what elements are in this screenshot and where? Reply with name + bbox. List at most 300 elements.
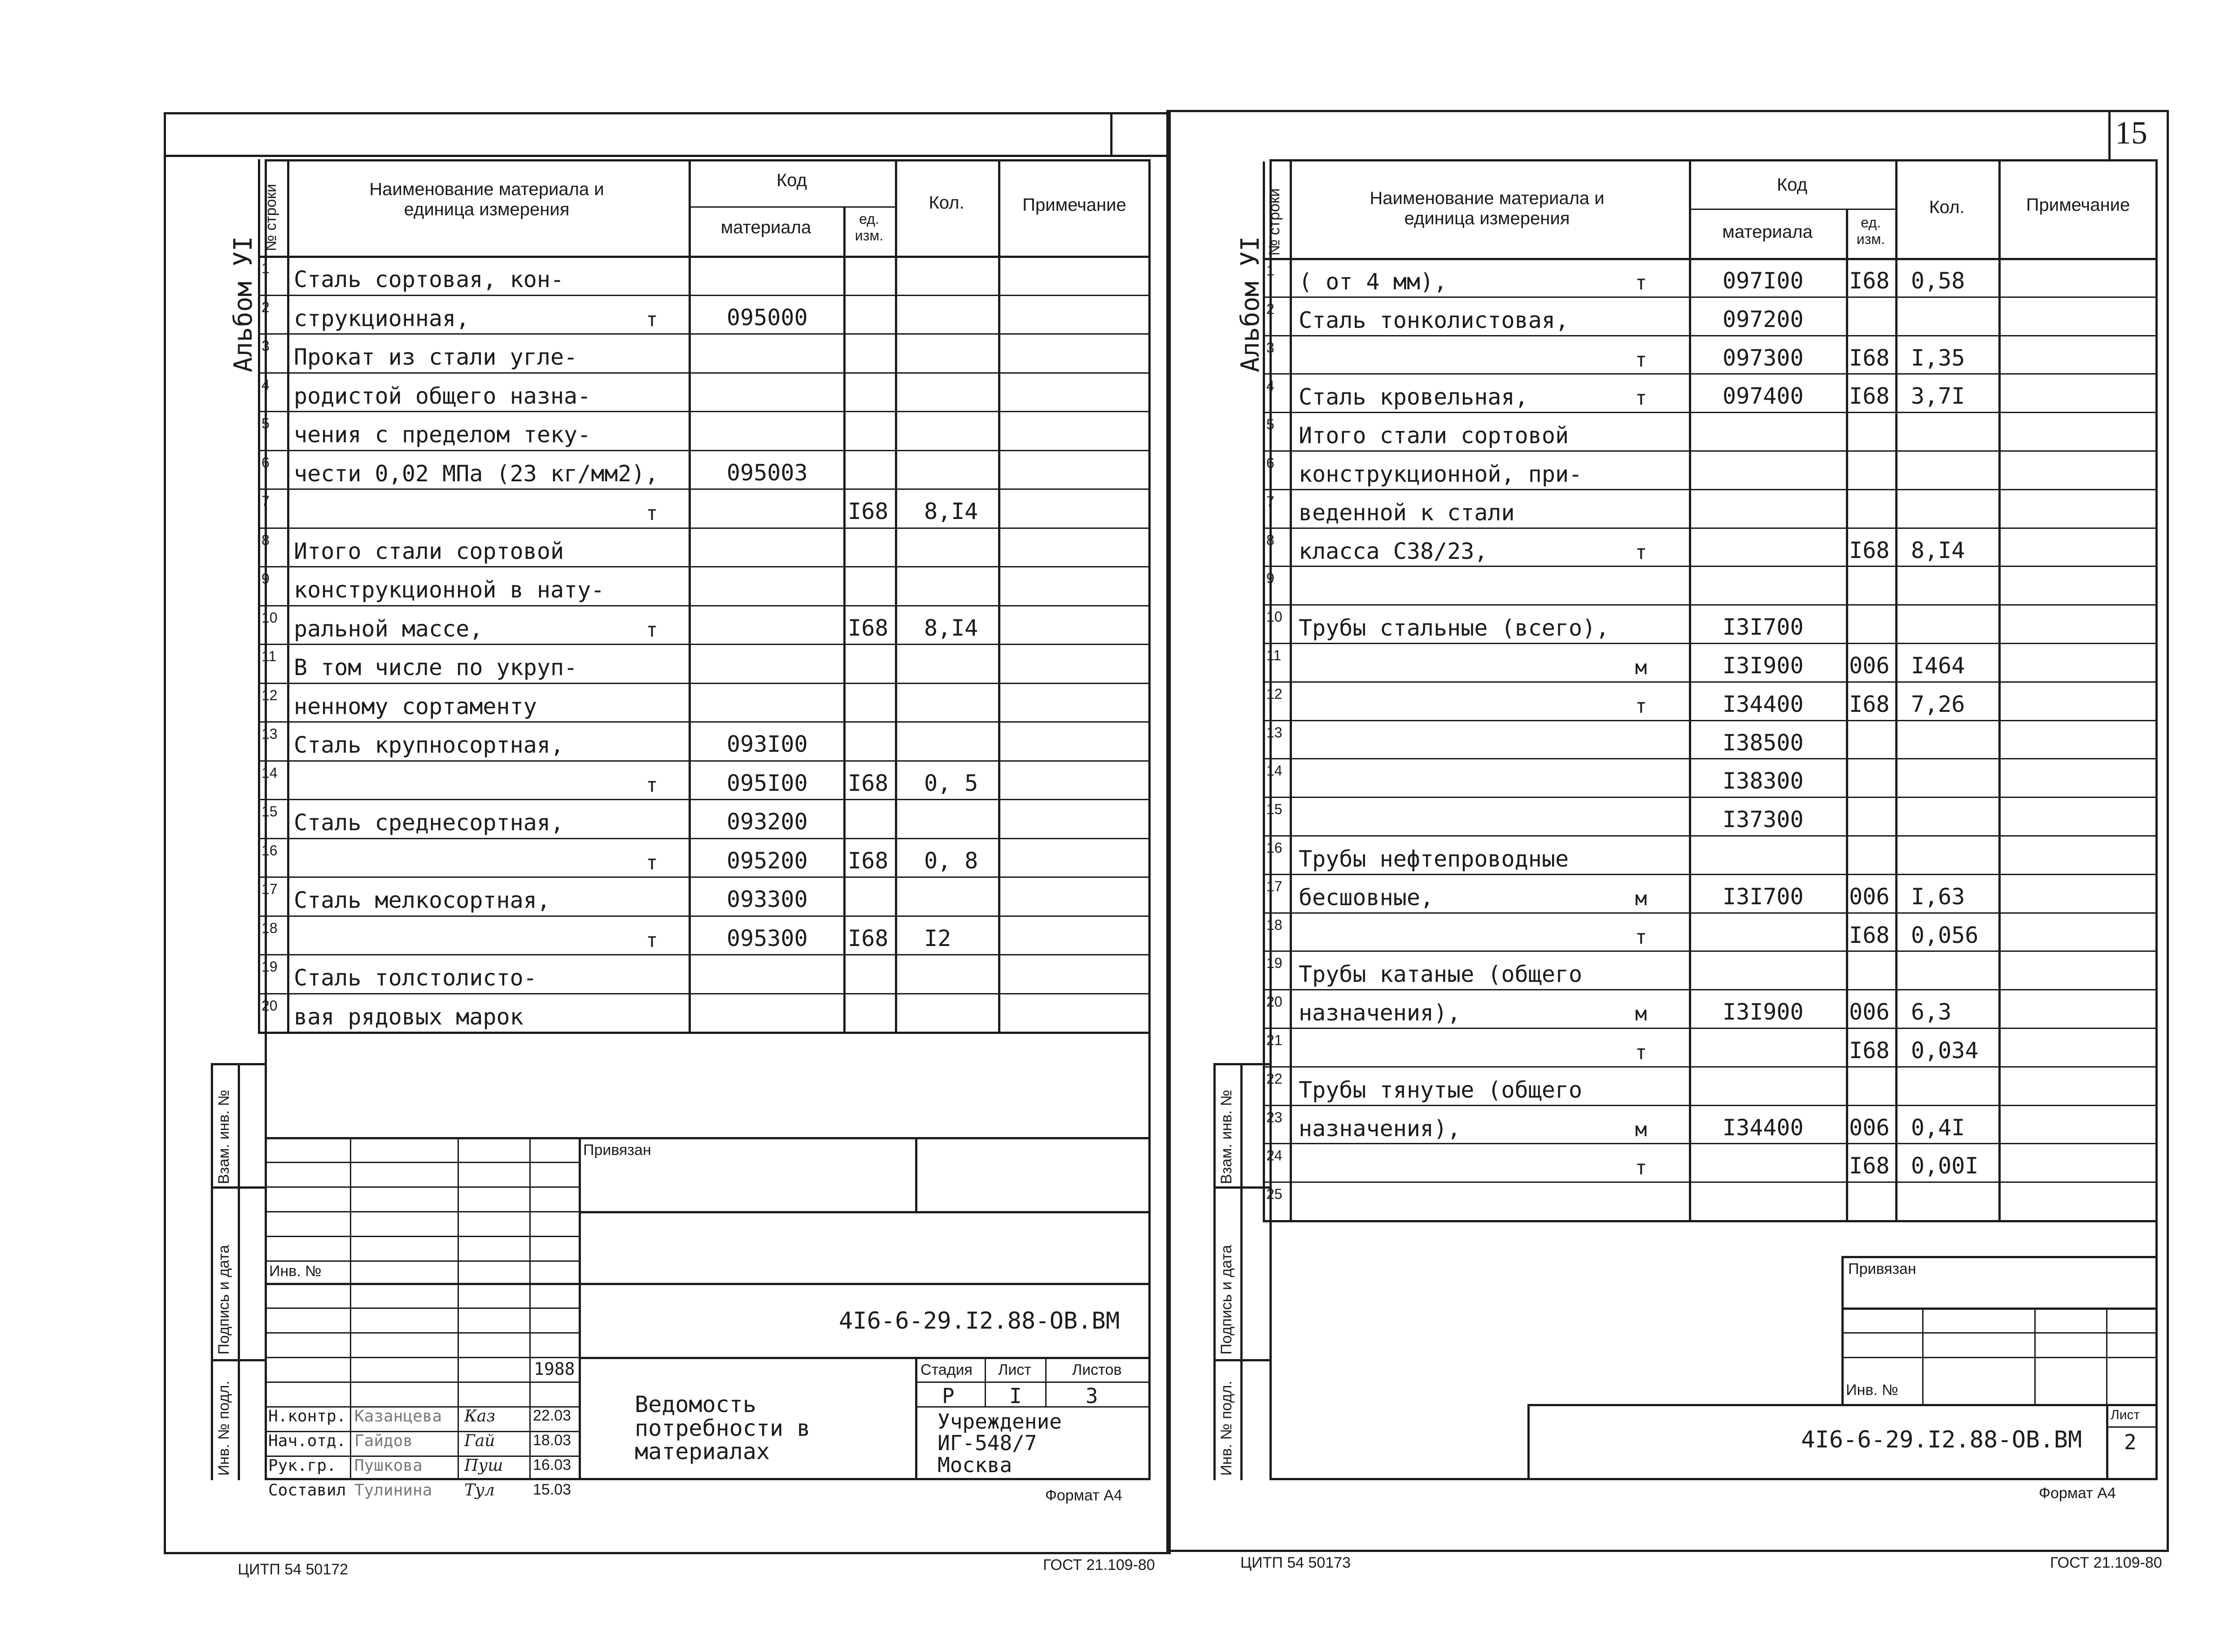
right-note-header: Примечание (2026, 195, 2130, 215)
row-name: класса С38/23, (1299, 538, 1488, 564)
right-rownum-header: № строки (1266, 188, 1283, 256)
stamp-date: 15.03 (533, 1481, 571, 1498)
right-name-header: Наименование материала и единица измерения (1370, 188, 1605, 228)
left-side-label-vzam: Взам. инв. № (215, 1090, 232, 1184)
row-unit: т (646, 618, 658, 641)
row-number: 12 (262, 687, 278, 703)
row-number: 20 (262, 997, 278, 1014)
right-col-note (1998, 161, 2001, 1220)
row-number: 16 (262, 842, 278, 859)
row-number: 14 (262, 764, 278, 781)
right-privyazan-c2 (2034, 1308, 2036, 1404)
right-col-unitcode (1846, 209, 1848, 1220)
right-row-line (1263, 1181, 2158, 1183)
row-unit: т (1635, 694, 1647, 718)
row-unitcode: I68 (1849, 922, 1890, 948)
row-name: бесшовные, (1299, 884, 1434, 911)
right-row-line (1263, 797, 2158, 798)
right-row-line (1263, 1220, 2158, 1221)
row-code: I3I900 (1723, 653, 1804, 679)
row-number: 18 (1266, 916, 1282, 933)
left-stamp-line4 (579, 1357, 1151, 1359)
right-code-header: Код (1776, 175, 1807, 195)
row-number: 1 (262, 260, 270, 276)
row-number: 10 (262, 609, 278, 626)
right-row-line (1263, 1143, 2158, 1144)
left-side-strip-outer (211, 1063, 213, 1480)
left-row-line (258, 915, 1151, 917)
row-name: Итого стали сортовой (294, 538, 564, 564)
right-row-line (1263, 604, 2158, 606)
right-row-line (1263, 643, 2158, 644)
row-unit: т (646, 773, 658, 797)
right-row-line (1263, 912, 2158, 914)
left-code-header: Код (776, 170, 807, 190)
left-material-header: материала (720, 218, 811, 237)
row-number: 14 (1266, 763, 1282, 779)
row-code: I37300 (1723, 806, 1804, 833)
right-side-strip-top (1213, 1063, 1269, 1065)
right-row-line (1263, 373, 2158, 375)
row-unitcode: I68 (1849, 268, 1890, 294)
right-album-label: Альбом УI (1236, 236, 1265, 372)
row-unitcode: 006 (1849, 1114, 1890, 1141)
row-name: вая рядовых марок (294, 1003, 523, 1030)
left-row-line (258, 644, 1151, 645)
row-number: 8 (1266, 532, 1274, 548)
row-name: В том числе по укруп- (294, 654, 578, 680)
left-stamp-line3 (265, 1283, 1151, 1285)
right-row-line (1263, 720, 2158, 721)
left-row-line (258, 411, 1151, 412)
right-row-line (1263, 566, 2158, 567)
stamp-signature: Пуш (464, 1456, 503, 1475)
row-unit: м (1635, 1003, 1647, 1026)
row-number: 16 (1266, 840, 1282, 856)
row-unit: т (646, 851, 658, 874)
row-number: 10 (1266, 609, 1282, 625)
row-name: Сталь толстолисто- (294, 965, 537, 991)
right-title-left (1527, 1404, 1530, 1480)
row-code: I3I700 (1723, 614, 1804, 641)
left-qty-header: Кол. (929, 193, 964, 213)
left-col-qty (895, 159, 897, 1032)
stamp-date: 22.03 (533, 1407, 571, 1424)
right-row-line (1263, 681, 2158, 683)
left-row-line (258, 450, 1151, 451)
left-privyazan-label: Привязан (583, 1142, 651, 1159)
row-unit: м (1635, 1118, 1647, 1141)
left-note-header: Примечание (1022, 195, 1126, 215)
right-col-code (1689, 161, 1691, 1220)
row-code: 095003 (727, 459, 808, 486)
left-stamp-vdiv1 (579, 1137, 581, 1480)
row-number: 2 (262, 299, 270, 315)
left-unit-header: ед. изм. (855, 211, 884, 244)
row-unit: т (1635, 925, 1647, 949)
right-privyazan-label: Привязан (1848, 1260, 1916, 1277)
right-privyazan-c1 (1922, 1308, 1924, 1404)
left-album-label: Альбом УI (229, 236, 258, 372)
row-unitcode: I68 (848, 498, 889, 524)
right-page-number: 15 (2115, 115, 2147, 151)
row-number: 13 (262, 726, 278, 742)
row-code: 095200 (727, 847, 808, 874)
left-sheet-value: I (1009, 1384, 1022, 1408)
row-number: 11 (262, 648, 277, 664)
row-number: 15 (262, 803, 278, 819)
row-name: Сталь мелкосортная, (294, 887, 550, 913)
stamp-grid-line (265, 1308, 579, 1309)
row-name: родистой общего назна- (294, 383, 591, 409)
row-code: 095I00 (727, 770, 808, 796)
stamp-name: Гайдов (354, 1432, 413, 1450)
row-qty: I,35 (1911, 344, 1965, 371)
left-row-line (258, 333, 1151, 335)
row-qty: 0,4I (1911, 1114, 1965, 1141)
row-unit: т (1635, 1041, 1647, 1064)
stamp-role: Нач.отд. (268, 1432, 346, 1450)
stamp-role: Составил (268, 1481, 346, 1499)
row-name: Трубы стальные (всего), (1299, 615, 1610, 641)
row-unitcode: I68 (848, 770, 889, 796)
left-col-name (287, 159, 289, 1032)
left-footer-right: ГОСТ 21.109-80 (1043, 1556, 1155, 1574)
row-number: 7 (262, 493, 270, 509)
row-qty: I464 (1911, 653, 1965, 679)
row-name: чести 0,02 МПа (23 кг/мм2), (294, 460, 659, 487)
left-sheets-value: 3 (1086, 1384, 1098, 1408)
left-stage-value: Р (942, 1384, 955, 1408)
right-unit-header: ед. изм. (1856, 214, 1885, 247)
row-code: I3I900 (1723, 999, 1804, 1025)
row-qty: I,63 (1911, 883, 1965, 910)
left-row-line (258, 527, 1151, 529)
left-side-strip-div2 (211, 1359, 265, 1361)
row-unitcode: 006 (1849, 653, 1890, 679)
row-qty: 0, 5 (924, 770, 978, 796)
row-number: 8 (262, 532, 270, 548)
left-top-strip-divider (1110, 112, 1112, 157)
left-org: Учреждение ИГ-548/7 Москва (938, 1409, 1062, 1477)
row-code: I34400 (1723, 691, 1804, 717)
row-name: назначения), (1299, 1115, 1461, 1142)
row-unit: т (646, 928, 658, 952)
left-row-line (258, 760, 1151, 762)
stamp-grid-line (265, 1332, 579, 1334)
left-row-line (258, 799, 1151, 800)
right-inv-no-label: Инв. № (1846, 1382, 1898, 1399)
left-row-line (258, 372, 1151, 374)
row-number: 7 (1266, 493, 1274, 510)
row-name: назначения), (1299, 1000, 1461, 1026)
stamp-grid-line (265, 1236, 579, 1237)
row-name: чения с пределом теку- (294, 422, 591, 448)
right-qty-header: Кол. (1929, 197, 1965, 217)
row-qty: 0,00I (1911, 1153, 1979, 1179)
left-format: Формат А4 (1045, 1487, 1122, 1504)
row-number: 1 (1266, 262, 1274, 279)
left-rownum-header: № строки (262, 183, 279, 251)
left-side-strip-div1 (211, 1186, 265, 1189)
left-stamp-vdiv4 (985, 1357, 986, 1406)
right-row-line (1263, 412, 2158, 413)
right-header-bottom (1263, 258, 2158, 260)
row-number: 4 (262, 376, 270, 393)
left-col-unitcode (843, 206, 846, 1032)
row-number: 6 (1266, 455, 1274, 471)
stamp-grid-line (265, 1260, 579, 1262)
left-header-bottom (258, 256, 1151, 258)
right-sheet-label: Лист (2111, 1408, 2140, 1422)
stamp-name: Пушкова (354, 1456, 423, 1475)
right-side-strip-div1 (1213, 1186, 1269, 1189)
row-qty: 8,I4 (924, 498, 978, 524)
row-name: Сталь сортовая, кон- (294, 266, 564, 292)
left-row-line (258, 295, 1151, 296)
left-side-strip-top (211, 1063, 265, 1065)
stamp-role: Рук.гр. (268, 1456, 336, 1475)
right-row-line (1263, 1066, 2158, 1068)
right-row-line (1263, 989, 2158, 990)
left-stamp-line1 (265, 1137, 1151, 1139)
right-row-line (1263, 950, 2158, 952)
left-stamp-vdiv2 (915, 1137, 917, 1211)
left-row-line (258, 993, 1151, 994)
left-row-line (258, 876, 1151, 878)
row-number: 11 (1266, 647, 1282, 663)
row-number: 2 (1266, 301, 1274, 317)
row-code: 093300 (727, 886, 808, 912)
left-stamp-line5 (915, 1382, 1151, 1383)
row-unitcode: I68 (848, 615, 889, 641)
row-unit: т (1635, 271, 1647, 294)
left-row-line (258, 488, 1151, 490)
left-col-code (689, 159, 691, 1032)
row-name: Сталь крупносортная, (294, 732, 564, 758)
right-footer-right: ГОСТ 21.109-80 (2050, 1554, 2162, 1571)
right-footer-left: ЦИТП 54 50173 (1240, 1554, 1351, 1571)
row-number: 21 (1266, 1032, 1282, 1048)
row-qty: 7,26 (1911, 691, 1965, 717)
left-stage-label: Стадия (920, 1361, 973, 1378)
row-unit: т (646, 502, 658, 525)
row-number: 25 (1266, 1186, 1282, 1203)
row-number: 5 (1266, 416, 1274, 433)
left-stamp-vdiv3 (915, 1357, 917, 1480)
right-privyazan-c3 (2106, 1308, 2107, 1404)
stamp-role: Н.контр. (268, 1407, 346, 1425)
row-unitcode: I68 (1849, 383, 1890, 410)
right-side-strip-outer (1213, 1063, 1216, 1480)
stamp-signature: Тул (464, 1481, 495, 1499)
right-side-label-podpis: Подпись и дата (1218, 1245, 1235, 1355)
row-name: Итого стали сортовой (1299, 423, 1569, 449)
left-stamp-vdiv5 (1045, 1357, 1047, 1406)
right-inner-frame (1269, 159, 2158, 1480)
row-name: струкционная, (294, 305, 470, 331)
right-row-line (1263, 1028, 2158, 1029)
row-number: 19 (1266, 955, 1282, 972)
row-qty: 3,7I (1911, 383, 1965, 410)
right-row-line (1263, 527, 2158, 529)
row-number: 5 (262, 415, 270, 432)
row-unitcode: I68 (1849, 1037, 1890, 1064)
right-col-qty (1895, 161, 1897, 1220)
row-unit: т (1635, 387, 1647, 410)
right-side-label-vzam: Взам. инв. № (1218, 1090, 1235, 1184)
row-code: 093200 (727, 809, 808, 835)
row-number: 23 (1266, 1109, 1282, 1125)
row-name: Прокат из стали угле- (294, 344, 578, 370)
row-unitcode: 006 (1849, 883, 1890, 910)
row-number: 3 (1266, 339, 1274, 356)
left-sheet-label: Лист (998, 1361, 1031, 1378)
row-code: 093I00 (727, 731, 808, 757)
row-number: 22 (1266, 1070, 1282, 1087)
row-code: 095300 (727, 925, 808, 951)
row-unit: т (1635, 348, 1647, 371)
right-privyazan-mid (1841, 1308, 2158, 1310)
row-number: 20 (1266, 994, 1282, 1010)
right-row-line (1263, 835, 2158, 837)
row-name: Сталь среднесортная, (294, 810, 564, 836)
left-row-line (258, 605, 1151, 606)
right-privyazan-left (1841, 1256, 1844, 1404)
row-number: 3 (262, 338, 270, 354)
stamp-signature: Каз (464, 1407, 495, 1425)
row-number: 12 (1266, 685, 1282, 702)
row-unitcode: I68 (1849, 691, 1890, 717)
row-code: 095000 (727, 304, 808, 331)
left-stamp-line2 (579, 1211, 1151, 1213)
stamp-date: 18.03 (533, 1432, 571, 1449)
row-name: Трубы тянутые (общего (1299, 1077, 1583, 1103)
row-unit: м (1635, 887, 1647, 910)
left-doc-title: Ведомость потребности в материалах (635, 1391, 811, 1465)
right-material-header: материала (1722, 222, 1813, 242)
row-name: Сталь тонколистовая, (1299, 307, 1569, 333)
right-sheet-value: 2 (2124, 1430, 2137, 1454)
right-side-strip-inner (1240, 1063, 1243, 1480)
row-qty: 0,056 (1911, 922, 1979, 948)
left-inv-no-label: Инв. № (269, 1263, 322, 1280)
row-code: I3I700 (1723, 883, 1804, 910)
right-privyazan-top (1841, 1256, 2158, 1258)
right-side-label-invpodl: Инв. № подл. (1218, 1381, 1235, 1476)
row-name: ненному сортаменту (294, 693, 537, 719)
left-side-label-podpis: Подпись и дата (215, 1245, 232, 1355)
right-row-line (1263, 296, 2158, 298)
left-row-line (258, 566, 1151, 567)
row-qty: 6,3 (1911, 999, 1952, 1025)
right-col-name (1290, 161, 1292, 1220)
row-code: I38500 (1723, 729, 1804, 756)
right-sheetbox-left (2106, 1404, 2108, 1480)
row-code: 097200 (1723, 306, 1804, 332)
row-name: Трубы катаные (общего (1299, 961, 1583, 988)
right-row-line (1263, 758, 2158, 759)
left-row-line (258, 683, 1151, 684)
left-sheets-label: Листов (1072, 1361, 1122, 1378)
row-name: ( от 4 мм), (1299, 269, 1448, 295)
right-sheetbox-line (2106, 1426, 2158, 1428)
left-stamp-top (258, 1032, 1151, 1034)
row-number: 17 (1266, 878, 1282, 894)
row-number: 18 (262, 920, 278, 936)
row-number: 19 (262, 959, 278, 975)
row-name: Сталь кровельная, (1299, 384, 1528, 410)
row-number: 6 (262, 454, 270, 471)
row-unitcode: I68 (848, 925, 889, 951)
row-name: ральной массе, (294, 615, 483, 642)
stamp-grid-line (265, 1382, 579, 1383)
right-row-line (1263, 489, 2158, 490)
left-doc-code: 4I6-6-29.I2.88-ОВ.ВМ (839, 1308, 1120, 1334)
stamp-name: Тулинина (354, 1481, 432, 1499)
row-qty: 0,58 (1911, 268, 1965, 294)
row-unitcode: I68 (1849, 344, 1890, 371)
row-name: конструкционной в нату- (294, 577, 605, 603)
row-number: 17 (262, 881, 278, 897)
row-number: 9 (1266, 570, 1274, 587)
right-row-line (1263, 450, 2158, 452)
left-side-label-invpodl: Инв. № подл. (215, 1381, 232, 1476)
row-qty: 0, 8 (924, 847, 978, 874)
row-unit: м (1635, 656, 1647, 679)
stamp-grid-line (265, 1211, 579, 1212)
row-unit: т (646, 308, 658, 331)
row-qty: 8,I4 (924, 615, 978, 641)
right-doc-code: 4I6-6-29.I2.88-ОВ.ВМ (1801, 1426, 2082, 1453)
right-side-strip-div2 (1213, 1359, 1269, 1361)
row-number: 15 (1266, 801, 1282, 818)
left-col-note (998, 159, 1000, 1032)
left-row-line (258, 954, 1151, 955)
stamp-grid-line (265, 1357, 579, 1358)
row-name: конструкционной, при- (1299, 461, 1583, 487)
row-qty: I2 (924, 925, 951, 951)
row-unitcode: I68 (1849, 1153, 1890, 1179)
right-format: Формат А4 (2039, 1485, 2116, 1502)
row-unitcode: 006 (1849, 999, 1890, 1025)
right-row-line (1263, 335, 2158, 336)
row-unitcode: I68 (1849, 537, 1890, 563)
row-name: веденной к стали (1299, 499, 1515, 526)
row-code: I34400 (1723, 1114, 1804, 1141)
right-row-line (1263, 1105, 2158, 1106)
left-side-strip-inner (238, 1063, 240, 1480)
left-name-header: Наименование материала и единица измерения (369, 179, 604, 219)
row-unit: т (1635, 1156, 1647, 1180)
row-unit: т (1635, 540, 1647, 564)
row-number: 24 (1266, 1147, 1282, 1164)
left-row-line (258, 721, 1151, 723)
row-number: 13 (1266, 724, 1282, 741)
row-unitcode: I68 (848, 847, 889, 874)
left-year: 1988 (534, 1359, 575, 1379)
row-number: 4 (1266, 378, 1274, 394)
stamp-date: 16.03 (533, 1456, 571, 1473)
stamp-signature: Гай (464, 1432, 495, 1450)
right-row-line (1263, 874, 2158, 875)
right-privyazan-l2 (1841, 1332, 2158, 1334)
left-code-subheader-line (689, 206, 895, 208)
row-number: 9 (262, 571, 270, 587)
row-qty: 8,I4 (1911, 537, 1965, 563)
stamp-grid-line (265, 1186, 579, 1188)
stamp-name: Казанцева (354, 1407, 442, 1425)
